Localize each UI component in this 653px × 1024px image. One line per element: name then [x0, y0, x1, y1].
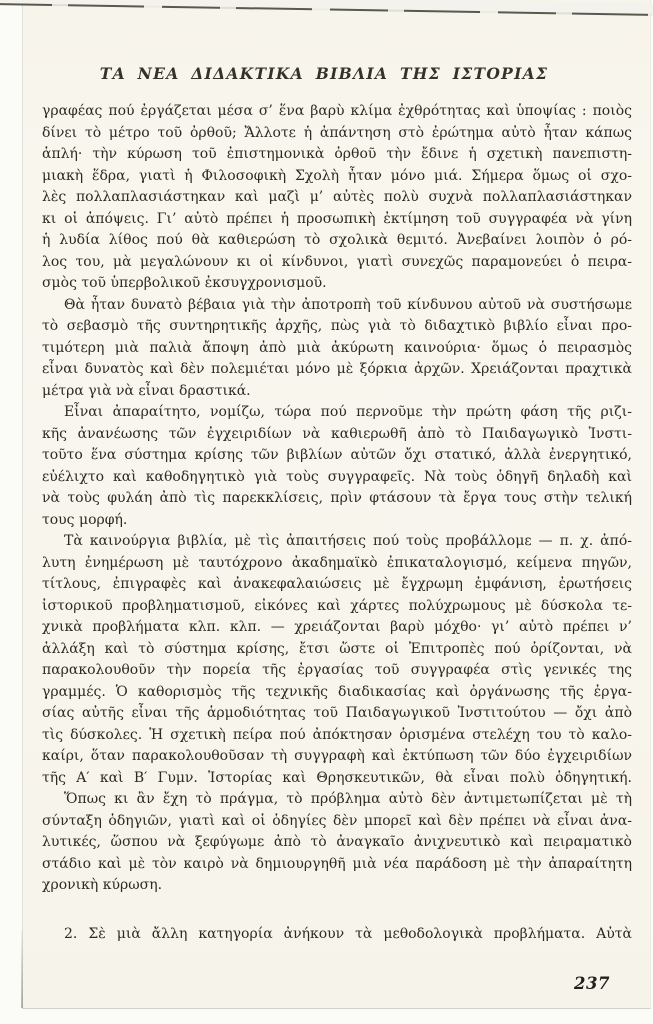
text-line: τιμότερη μιὰ παλιὰ ἄποψη ἀπὸ μιὰ ἀκύρωτη καινούρια· ὅμως ὁ πειρασμὸς — [42, 339, 632, 356]
text-line: Ὅπως κι ἂν ἔχη τὸ πράγμα, τὸ πρόβλημα αὐτὸ δὲν ἀντιμετωπίζεται μὲ τὴ — [64, 791, 632, 807]
text-line: Θὰ ἦταν δυνατὸ βέβαια γιὰ τὴν ἀποτροπὴ τοῦ κίνδυνου αὐτοῦ νὰ συστήσωμε — [64, 296, 632, 313]
text-line: καίρι, ὅταν παρακολουθοῦσαν τὴ συγγραφὴ καὶ ἐκτύπωση τῶν δύο ἐγχειριδίων — [42, 748, 632, 764]
text-line: λος του, μὰ μεγαλώνουν κι οἱ κίνδυνοι, γιατὶ συνεχῶς παραμονεύει ὁ πειρα- — [42, 253, 632, 270]
text-line: Τὰ καινούργια βιβλία, μὲ τὶς ἀπαιτήσεις πού τοὺς προβάλλομε — π. χ. ἀπό- — [64, 533, 632, 549]
text-line: λυτη ἐνημέρωση μὲ ταυτόχρονο ἀκαδημαϊκὸ ἐπικαταλογισμό, κείμενα πηγῶν, — [42, 554, 632, 571]
text-line: κι οἱ ἀπόψεις. Γι’ αὐτὸ πρέπει ἡ προσωπικὴ ἐκτίμηση τοῦ συγγραφέα νὰ γίνη — [42, 210, 632, 227]
page-number: 237 — [574, 974, 610, 993]
text-line: 2. Σὲ μιὰ ἄλλη κατηγορία ἀνήκουν τὰ μεθοδολογικὰ προβλήματα. Αὐτὰ — [64, 925, 632, 942]
text-line: τῆς Α′ καὶ Β′ Γυμν. Ἱστορίας καὶ Θρησκευτικῶν, θὰ εἶναι πολὺ ὁδηγητική. — [42, 769, 632, 786]
text-line: τους μορφή. — [42, 511, 128, 528]
text-line: μιακὴ ἕδρα, γιατὶ ἡ Φιλοσοφικὴ Σχολὴ ἦταν μόνο μιά. Σήμερα ὅμως οἱ σχο- — [42, 167, 632, 184]
text-line: λὲς πολλαπλασιάστηκαν καὶ μαζὶ μ’ αὐτὲς πολὺ συχνὰ πολλαπλασιάστηκαν — [42, 189, 632, 205]
text-line: λυτικές, ὥσπου νὰ ξεφύγωμε ἀπὸ τὸ ἀναγκαῖο ἀνιχνευτικὸ καὶ πειραματικὸ — [42, 834, 632, 850]
paragraph — [42, 295, 632, 403]
text-line: τίτλους, ἐπιγραφὲς καὶ ἀνακεφαλαιώσεις μὲ ἔγχρωμη ἐμφάνιση, ἐρωτήσεις — [42, 576, 632, 592]
paragraph — [42, 924, 632, 946]
text-line: σμὸς τοῦ ὑπερβολικοῦ ἐκσυγχρονισμοῦ. — [42, 275, 327, 291]
text-line: τοῦτο ἕνα σύστημα κρίσης τῶν βιβλίων αὐτῶν ὄχι στατικό, ἀλλὰ ἐνεργητικό, — [42, 447, 632, 463]
text-line: στάδιο καὶ μὲ τὸν καιρὸ νὰ δημιουργηθῆ μιὰ νέα παράδοση μὲ τὴν ἀπαραίτητη — [42, 855, 632, 872]
text-line: εὐέλιχτο καὶ καθοδηγητικὸ γιὰ τοὺς συγγραφεῖς. Νὰ τοὺς ὁδηγῆ δηλαδὴ καὶ — [42, 468, 632, 485]
body-text — [42, 101, 632, 945]
text-line: τὸ σεβασμὸ τῆς συντηρητικῆς ἀρχῆς, πὼς γιὰ τὸ διδαχτικὸ βιβλίο εἶναι προ- — [42, 318, 632, 334]
paragraph — [42, 101, 632, 295]
text-line: χνικὰ προβλήματα κλπ. κλπ. — χρειάζονται βαρὺ μόχθο· γι’ αὐτὸ πρέπει ν’ — [42, 619, 632, 635]
page-left-edge — [21, 930, 23, 1008]
paragraph — [42, 531, 632, 789]
text-line: ἡ λυδία λίθος πού θὰ καθιερώση τὸ σχολικὰ θεμιτό. Ἀνεβαίνει λοιπὸν ὁ ρό- — [42, 232, 632, 248]
page-title: ΤΑ ΝΕΑ ΔΙΔΑΚΤΙΚΑ ΒΙΒΛΙΑ ΤΗΣ ΙΣΤΟΡΙΑΣ — [99, 64, 549, 83]
text-line: χρονικὴ κύρωση. — [42, 877, 163, 893]
text-line: γραμμές. Ὁ καθορισμὸς τῆς τεχνικῆς διαδικασίας καὶ ὀργάνωσης τῆς ἐργα- — [42, 683, 632, 700]
paragraph — [42, 402, 632, 531]
text-line: νὰ τοὺς φυλάη ἀπὸ τὶς παρεκκλίσεις, πρὶν φτάσουν τὰ ἔργα τους στὴν τελική — [42, 490, 632, 506]
text-line: δίνει τὸ μέτρο τοῦ ὀρθοῦ; Ἄλλοτε ἡ ἀπάντηση στὸ ἐρώτημα αὐτὸ ἦταν κάπως — [42, 124, 632, 141]
text-line: Εἶναι ἀπαραίτητο, νομίζω, τώρα πού περνοῦμε τὴν πρώτη φάση τῆς ριζι- — [64, 404, 632, 420]
text-line: ἱστορικοῦ προβληματισμοῦ, εἰκόνες καὶ χάρτες πολύχρωμους μὲ δύσκολα τε- — [42, 597, 632, 614]
text-line: παρακολουθοῦν τὴν πορεία τῆς ἐργασίας τοῦ συγγραφέα στὶς γενικές της — [42, 662, 632, 678]
text-line: μέτρα γιὰ νὰ εἶναι δραστικά. — [42, 382, 251, 399]
text-line: σύνταξη ὁδηγιῶν, γιατὶ καὶ οἱ ὁδηγίες δὲν μπορεῖ καὶ δὲν πρέπει νὰ εἶναι ἀνα- — [42, 812, 632, 829]
paragraph — [42, 789, 632, 897]
text-line: τὶς δύσκολες. Ἡ σχετικὴ πείρα πού ἀπόκτησαν ὁρισμένα στελέχη του τὸ καλο- — [42, 726, 632, 743]
text-line: ἁπλή· τὴν κύρωση τοῦ ἐπιστημονικὰ ὀρθοῦ τὴν ἔδινε ἡ σχετικὴ πανεπιστη- — [42, 146, 632, 162]
text-line: σίας αὐτῆς εἶναι τῆς ἁρμοδιότητας τοῦ Παιδαγωγικοῦ Ἰνστιτούτου — ὄχι ἀπὸ — [42, 705, 632, 721]
text-line: γραφέας πού ἐργάζεται μέσα σ’ ἕνα βαρὺ κλίμα ἐχθρότητας καὶ ὑποψίας : ποιὸς — [42, 103, 632, 119]
text-line: ἀλλάξη καὶ τὸ σύστημα κρίσης, ἔτσι ὥστε οἱ Ἐπιτροπὲς πού ὁρίζονται, νὰ — [42, 640, 632, 657]
text-line: κῆς ἀνανέωσης τῶν ἐγχειριδίων νὰ καθιερωθῆ ἀπὸ τὸ Παιδαγωγικὸ Ἰνστι- — [42, 425, 632, 442]
text-line: εἶναι δυνατὸς καὶ δὲν πολεμιέται μόνο μὲ ξόρκια ἀρχῶν. Χρειάζονται πραχτικὰ — [42, 361, 632, 377]
